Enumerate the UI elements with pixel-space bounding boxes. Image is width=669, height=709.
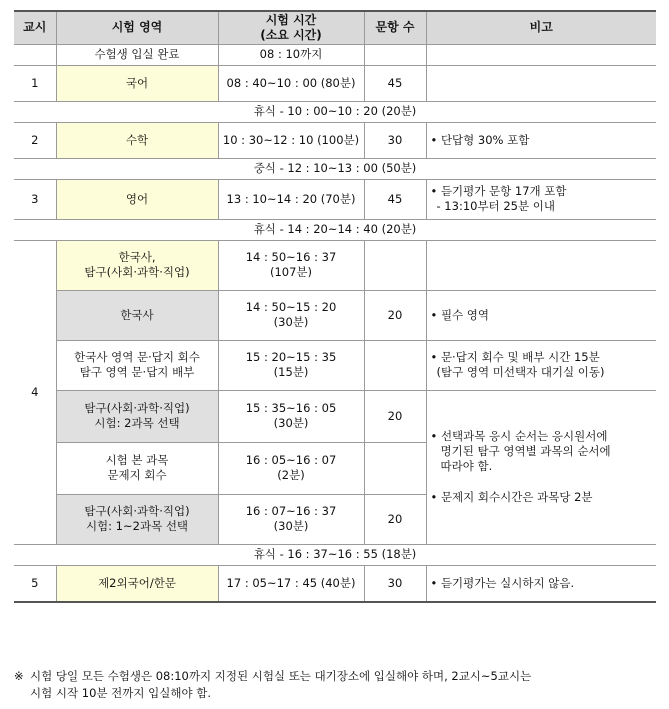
p4-num: 4 — [14, 240, 56, 544]
p1-area: 국어 — [56, 65, 218, 101]
p4-r6-area: 탐구(사회·과학·직업) 시험: 1~2과목 선택 — [56, 494, 218, 544]
p4-r4-time: 15 : 35~16 : 05 (30분) — [218, 390, 364, 442]
p2-area: 수학 — [56, 122, 218, 158]
exam-schedule-table — [14, 10, 656, 603]
break-2-row: 휴식 - 14 : 20~14 : 40 (20분) — [14, 219, 656, 240]
break-3-row: 휴식 - 16 : 37~16 : 55 (18분) — [14, 544, 656, 565]
header-area: 시험 영역 — [56, 11, 218, 44]
p4-r4-area: 탐구(사회·과학·직업) 시험: 2과목 선택 — [56, 390, 218, 442]
reference-mark-icon: ※ — [14, 669, 24, 683]
header-count: 문항 수 — [364, 11, 426, 44]
p4-r3-time: 15 : 20~15 : 35 (15분) — [218, 340, 364, 390]
p3-note: • 듣기평가 문항 17개 포함 - 13:10부터 25분 이내 — [426, 179, 656, 219]
p4-r1-area: 한국사, 탐구(사회·과학·직업) — [56, 240, 218, 290]
period-4-row-6: 탐구(사회·과학·직업) 시험: 1~2과목 선택 16 : 07~16 : 37 (30분) 20 — [14, 494, 656, 544]
entry-label: 수험생 입실 완료 — [56, 44, 218, 65]
period-1-row: 1 국어 08 : 40~10 : 00 (80분) 45 — [14, 65, 656, 101]
period-3-row: 3 영어 13 : 10~14 : 20 (70분) 45 • 듣기평가 문항 17개 포함 - 13:10부터 25분 이내 — [14, 179, 656, 219]
p2-note: • 단답형 30% 포함 — [426, 122, 656, 158]
p4-r5-area: 시험 본 과목 문제지 회수 — [56, 442, 218, 494]
period-2-row: 2 수학 10 : 30~12 : 10 (100분) 30 • 단답형 30% 포함 — [14, 122, 656, 158]
break-1-row: 휴식 - 10 : 00~10 : 20 (20분) — [14, 101, 656, 122]
period-4-row-4: 탐구(사회·과학·직업) 시험: 2과목 선택 15 : 35~16 : 05 (30분) 20 • 선택과목 응시 순서는 응시원서에 명기된 탐구 영역별 과목의 순서에 따라야 함. • 문제지 회수시간은 과목당 2분 — [14, 390, 656, 442]
p1-count: 45 — [364, 65, 426, 101]
lunch-row: 중식 - 12 : 10~13 : 00 (50분) — [14, 158, 656, 179]
p4-r3-note: • 문·답지 회수 및 배부 시간 15분 (탐구 영역 미선택자 대기실 이동) — [426, 340, 656, 390]
p3-count: 45 — [364, 179, 426, 219]
p4-r6-time: 16 : 07~16 : 37 (30분) — [218, 494, 364, 544]
p4-r1-time: 14 : 50~16 : 37 (107분) — [218, 240, 364, 290]
p2-count: 30 — [364, 122, 426, 158]
p4-r5-time: 16 : 05~16 : 07 (2분) — [218, 442, 364, 494]
period-5-row: 5 제2외국어/한문 17 : 05~17 : 45 (40분) 30 • 듣기평가는 실시하지 않음. — [14, 565, 656, 602]
p4-r2-area: 한국사 — [56, 290, 218, 340]
p5-count: 30 — [364, 565, 426, 602]
period-4-row-3 — [14, 340, 656, 390]
p4-r3-area: 한국사 영역 문·답지 회수 탐구 영역 문·답지 배부 — [56, 340, 218, 390]
p5-note: • 듣기평가는 실시하지 않음. — [426, 565, 656, 602]
period-4-row-1 — [14, 240, 656, 290]
header-note: 비고 — [426, 11, 656, 44]
header-time: 시험 시간 (소요 시간) — [218, 11, 364, 44]
entry-row — [14, 44, 656, 65]
p3-time: 13 : 10~14 : 20 (70분) — [218, 179, 364, 219]
p4-r2-time: 14 : 50~15 : 20 (30분) — [218, 290, 364, 340]
p1-time: 08 : 40~10 : 00 (80분) — [218, 65, 364, 101]
entry-time: 08 : 10까지 — [218, 44, 364, 65]
footnote: ※ 시험 당일 모든 수험생은 08:10까지 지정된 시험실 또는 대기장소에 입실해야 하며, 2교시~5교시는 시험 시작 10분 전까지 입실해야 함. — [14, 669, 532, 700]
header-row — [14, 11, 656, 44]
p4-merged-note: • 선택과목 응시 순서는 응시원서에 명기된 탐구 영역별 과목의 순서에 따라야 함. • 문제지 회수시간은 과목당 2분 — [426, 390, 656, 544]
header-period: 교시 — [14, 11, 56, 44]
p2-time: 10 : 30~12 : 10 (100분) — [218, 122, 364, 158]
period-4-row-2: 한국사 14 : 50~15 : 20 (30분) 20 • 필수 영역 — [14, 290, 656, 340]
p3-area: 영어 — [56, 179, 218, 219]
p5-time: 17 : 05~17 : 45 (40분) — [218, 565, 364, 602]
p5-area: 제2외국어/한문 — [56, 565, 218, 602]
